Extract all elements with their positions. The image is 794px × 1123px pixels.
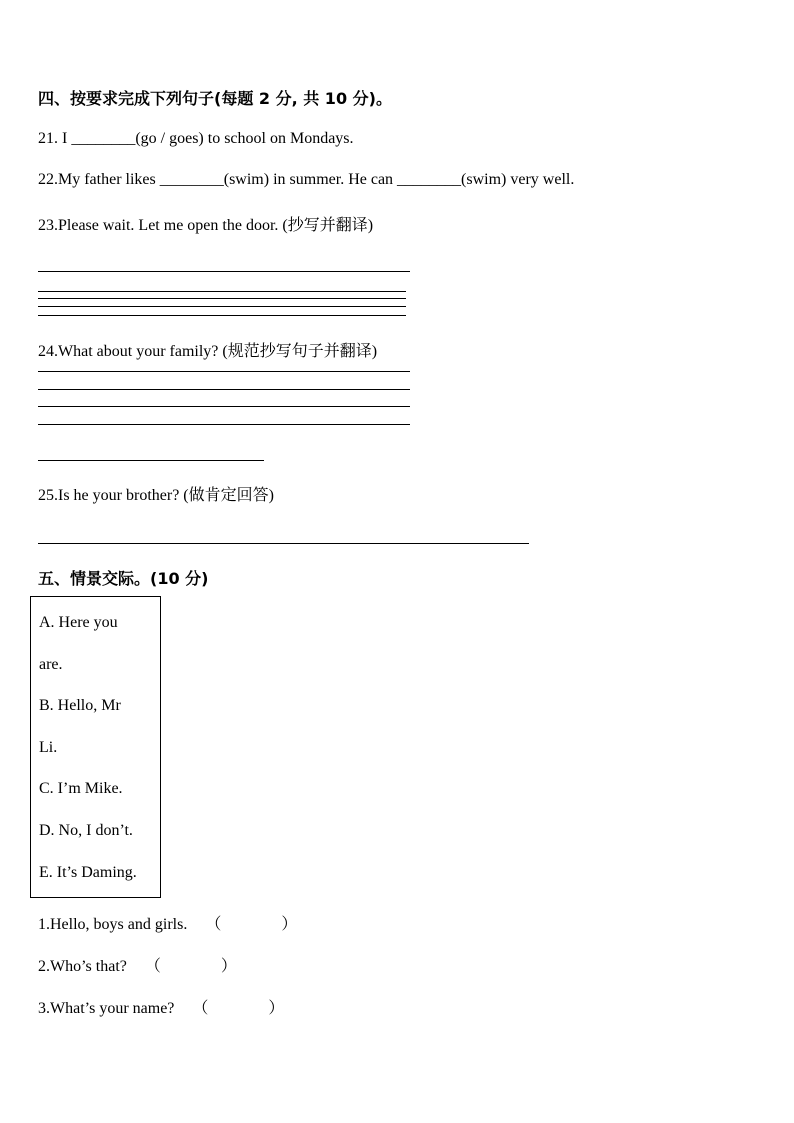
option-c: C. I’m Mike. xyxy=(39,780,123,797)
answer-line[interactable] xyxy=(38,543,529,544)
answer-line[interactable] xyxy=(38,315,406,316)
option-e: E. It’s Daming. xyxy=(39,864,137,881)
answer-line[interactable] xyxy=(38,371,410,372)
question-23: 23.Please wait. Let me open the door. (抄写并翻译) xyxy=(38,217,374,234)
option-a-line2: are. xyxy=(39,656,63,673)
answer-line[interactable] xyxy=(38,271,410,272)
question-22: 22.My father likes ________(swim) in summer. He can ________(swim) very well. xyxy=(38,171,575,188)
question-text: 2.Who’s that? xyxy=(38,958,127,975)
option-b-line2: Li. xyxy=(39,739,58,756)
answer-line[interactable] xyxy=(38,298,406,299)
answer-line[interactable] xyxy=(38,291,406,292)
option-b-line1: B. Hello, Mr xyxy=(39,697,121,714)
section4-heading: 四、按要求完成下列句子(每题 2 分, 共 10 分)。 xyxy=(38,89,392,108)
answer-line[interactable] xyxy=(38,424,410,425)
question-21: 21. I ________(go / goes) to school on Mondays. xyxy=(38,130,354,147)
dialogue-question-3 xyxy=(38,995,284,1018)
answer-bracket[interactable]: （ ） xyxy=(144,958,237,975)
answer-bracket[interactable]: （ ） xyxy=(192,1000,285,1017)
answer-line[interactable] xyxy=(38,460,264,461)
question-24: 24.What about your family? (规范抄写句子并翻译) xyxy=(38,343,378,360)
dialogue-question-2 xyxy=(38,953,237,976)
options-box xyxy=(30,596,161,898)
section5-heading: 五、情景交际。(10 分) xyxy=(38,569,209,588)
option-a-line1: A. Here you xyxy=(39,614,118,631)
question-text: 3.What’s your name? xyxy=(38,1000,175,1017)
answer-bracket[interactable]: （ ） xyxy=(205,916,298,933)
answer-line[interactable] xyxy=(38,389,410,390)
dialogue-question-1 xyxy=(38,911,297,934)
option-d: D. No, I don’t. xyxy=(39,822,133,839)
question-text: 1.Hello, boys and girls. xyxy=(38,916,188,933)
answer-line[interactable] xyxy=(38,306,406,307)
answer-line[interactable] xyxy=(38,406,410,407)
question-25: 25.Is he your brother? (做肯定回答) xyxy=(38,487,274,504)
